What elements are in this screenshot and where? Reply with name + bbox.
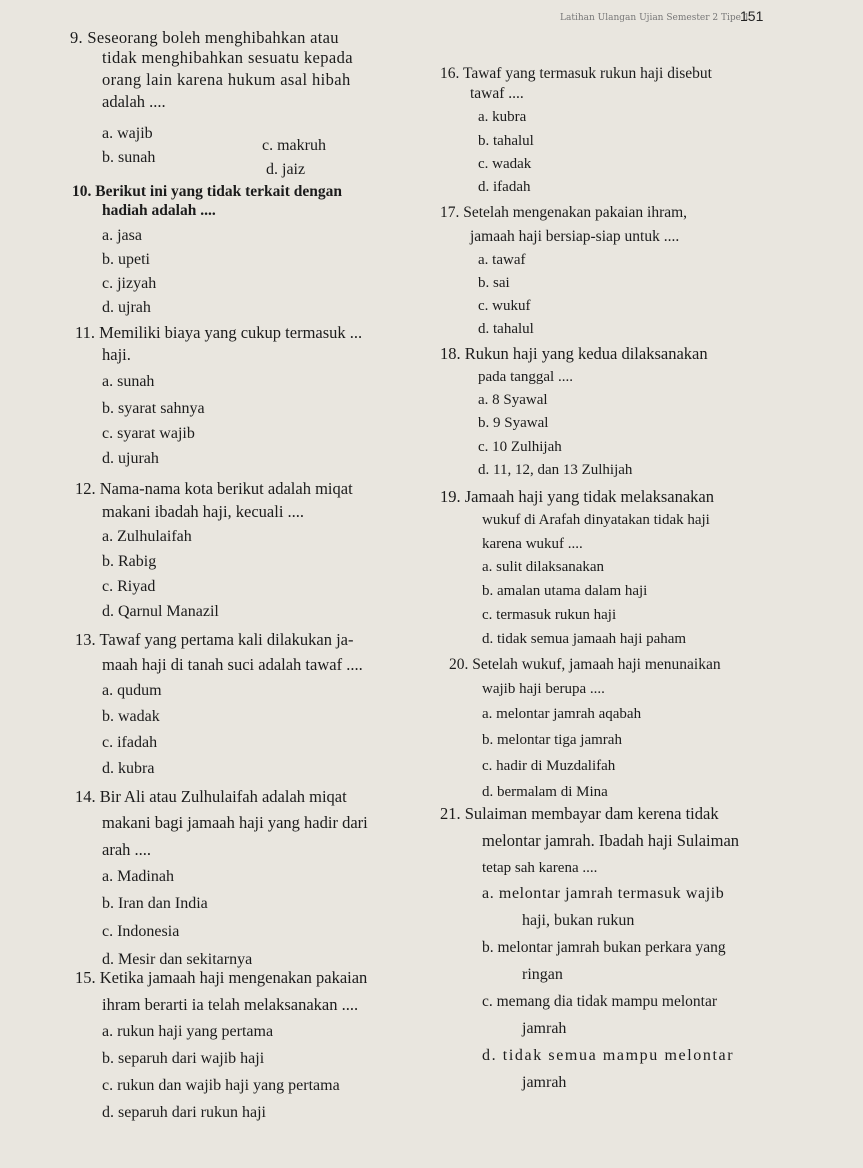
option-d: d. kubra <box>102 760 155 777</box>
option-b: b. melontar tiga jamrah <box>482 732 622 748</box>
option-a: a. sulit dilaksanakan <box>482 559 605 575</box>
question-text: pada tanggal .... <box>478 369 573 385</box>
question-text: haji. <box>102 345 131 364</box>
option-c: c. makruh <box>262 137 326 154</box>
question-text: 17. Setelah mengenakan pakaian ihram, <box>440 204 688 221</box>
option-b: b. upeti <box>102 251 150 268</box>
option-a: a. rukun haji yang pertama <box>102 1023 274 1040</box>
question-text: maah haji di tanah suci adalah tawaf .... <box>102 655 363 674</box>
question-text: orang lain karena hukum asal hibah <box>102 70 351 89</box>
option-c: c. syarat wajib <box>102 425 195 442</box>
option-d: d. bermalam di Mina <box>482 784 608 800</box>
option-c: c. 10 Zulhijah <box>478 439 562 455</box>
option-c: c. Indonesia <box>102 923 180 940</box>
option-a: a. qudum <box>102 682 162 699</box>
option-b: b. 9 Syawal <box>478 415 549 431</box>
option-a: a. Madinah <box>102 868 174 885</box>
option-a: a. wajib <box>102 125 153 142</box>
question-text: tawaf .... <box>470 85 524 102</box>
option-b: b. melontar jamrah bukan perkara yang <box>482 939 726 956</box>
option-d: d. Qarnul Manazil <box>102 603 219 620</box>
question-text: 18. Rukun haji yang kedua dilaksanakan <box>440 344 708 363</box>
question-text: jamaah haji bersiap-siap untuk .... <box>470 228 680 245</box>
option-a: a. melontar jamrah aqabah <box>482 706 642 722</box>
question-text: 13. Tawaf yang pertama kali dilakukan ja- <box>75 630 354 649</box>
option-d: d. tahalul <box>478 321 534 337</box>
option-c: c. wadak <box>478 156 532 172</box>
option-a: a. 8 Syawal <box>478 392 548 408</box>
question-text: 19. Jamaah haji yang tidak melaksanakan <box>440 487 714 506</box>
option-c: c. hadir di Muzdalifah <box>482 758 616 774</box>
option-c: c. rukun dan wajib haji yang pertama <box>102 1077 340 1094</box>
option-a-cont: haji, bukan rukun <box>522 912 635 929</box>
question-text: 16. Tawaf yang termasuk rukun haji disebut <box>440 65 712 82</box>
question-text: tidak menghibahkan sesuatu kepada <box>102 48 353 67</box>
question-text: makani bagi jamaah haji yang hadir dari <box>102 813 368 832</box>
question-text: 9. Seseorang boleh menghibahkan atau <box>70 28 339 47</box>
question-text: 10. Berikut ini yang tidak terkait dengan <box>72 183 342 200</box>
question-text: 12. Nama-nama kota berikut adalah miqat <box>75 479 353 498</box>
question-text: 11. Memiliki biaya yang cukup termasuk ... <box>75 323 363 342</box>
option-c-cont: jamrah <box>522 1020 567 1037</box>
question-text: wajib haji berupa .... <box>482 681 605 697</box>
question-text: 15. Ketika jamaah haji mengenakan pakaian <box>75 968 368 987</box>
option-d: d. jaiz <box>266 161 306 178</box>
option-c: c. Riyad <box>102 578 156 595</box>
option-b: b. Iran dan India <box>102 895 208 912</box>
page-number: 151 <box>740 8 764 24</box>
page-header <box>560 8 860 28</box>
option-b-cont: ringan <box>522 966 563 983</box>
option-c: c. ifadah <box>102 734 158 751</box>
header-title: Latihan Ulangan Ujian Semester 2 Tipe 1 <box>560 13 750 23</box>
option-d: d. tidak semua mampu melontar <box>482 1047 735 1064</box>
option-d: d. Mesir dan sekitarnya <box>102 951 253 968</box>
option-a: a. jasa <box>102 227 142 244</box>
question-text: 21. Sulaiman membayar dam kerena tidak <box>440 804 719 823</box>
option-b: b. syarat sahnya <box>102 400 205 417</box>
option-d: d. ifadah <box>478 179 531 195</box>
question-text: hadiah adalah .... <box>102 202 216 219</box>
option-b: b. tahalul <box>478 133 534 149</box>
question-text: karena wukuf .... <box>482 536 583 552</box>
option-c: c. termasuk rukun haji <box>482 607 617 623</box>
option-a: a. sunah <box>102 373 155 390</box>
question-text: melontar jamrah. Ibadah haji Sulaiman <box>482 831 740 850</box>
option-d: d. tidak semua jamaah haji paham <box>482 631 687 647</box>
option-a: a. Zulhulaifah <box>102 528 192 545</box>
question-text: wukuf di Arafah dinyatakan tidak haji <box>482 512 710 528</box>
option-d: d. ujrah <box>102 299 151 316</box>
question-text: makani ibadah haji, kecuali .... <box>102 502 305 521</box>
option-d: d. separuh dari rukun haji <box>102 1104 266 1121</box>
question-text: 20. Setelah wukuf, jamaah haji menunaikan <box>449 656 721 673</box>
option-b: b. sai <box>478 275 510 291</box>
option-b: b. wadak <box>102 708 160 725</box>
question-text: adalah .... <box>102 92 166 111</box>
option-b: b. Rabig <box>102 553 157 570</box>
option-a: a. melontar jamrah termasuk wajib <box>482 885 725 902</box>
option-a: a. kubra <box>478 109 527 125</box>
option-b: b. sunah <box>102 149 156 166</box>
option-c: c. wukuf <box>478 298 531 314</box>
option-c: c. memang dia tidak mampu melontar <box>482 993 718 1010</box>
option-d: d. ujurah <box>102 450 159 467</box>
question-text: tetap sah karena .... <box>482 860 598 876</box>
option-b: b. amalan utama dalam haji <box>482 583 648 599</box>
option-d: d. 11, 12, dan 13 Zulhijah <box>478 462 633 478</box>
question-text: ihram berarti ia telah melaksanakan .... <box>102 995 359 1014</box>
option-b: b. separuh dari wajib haji <box>102 1050 265 1067</box>
question-text: 14. Bir Ali atau Zulhulaifah adalah miqat <box>75 787 347 806</box>
option-d-cont: jamrah <box>522 1074 567 1091</box>
question-text: arah .... <box>102 840 152 859</box>
option-a: a. tawaf <box>478 252 526 268</box>
option-c: c. jizyah <box>102 275 157 292</box>
